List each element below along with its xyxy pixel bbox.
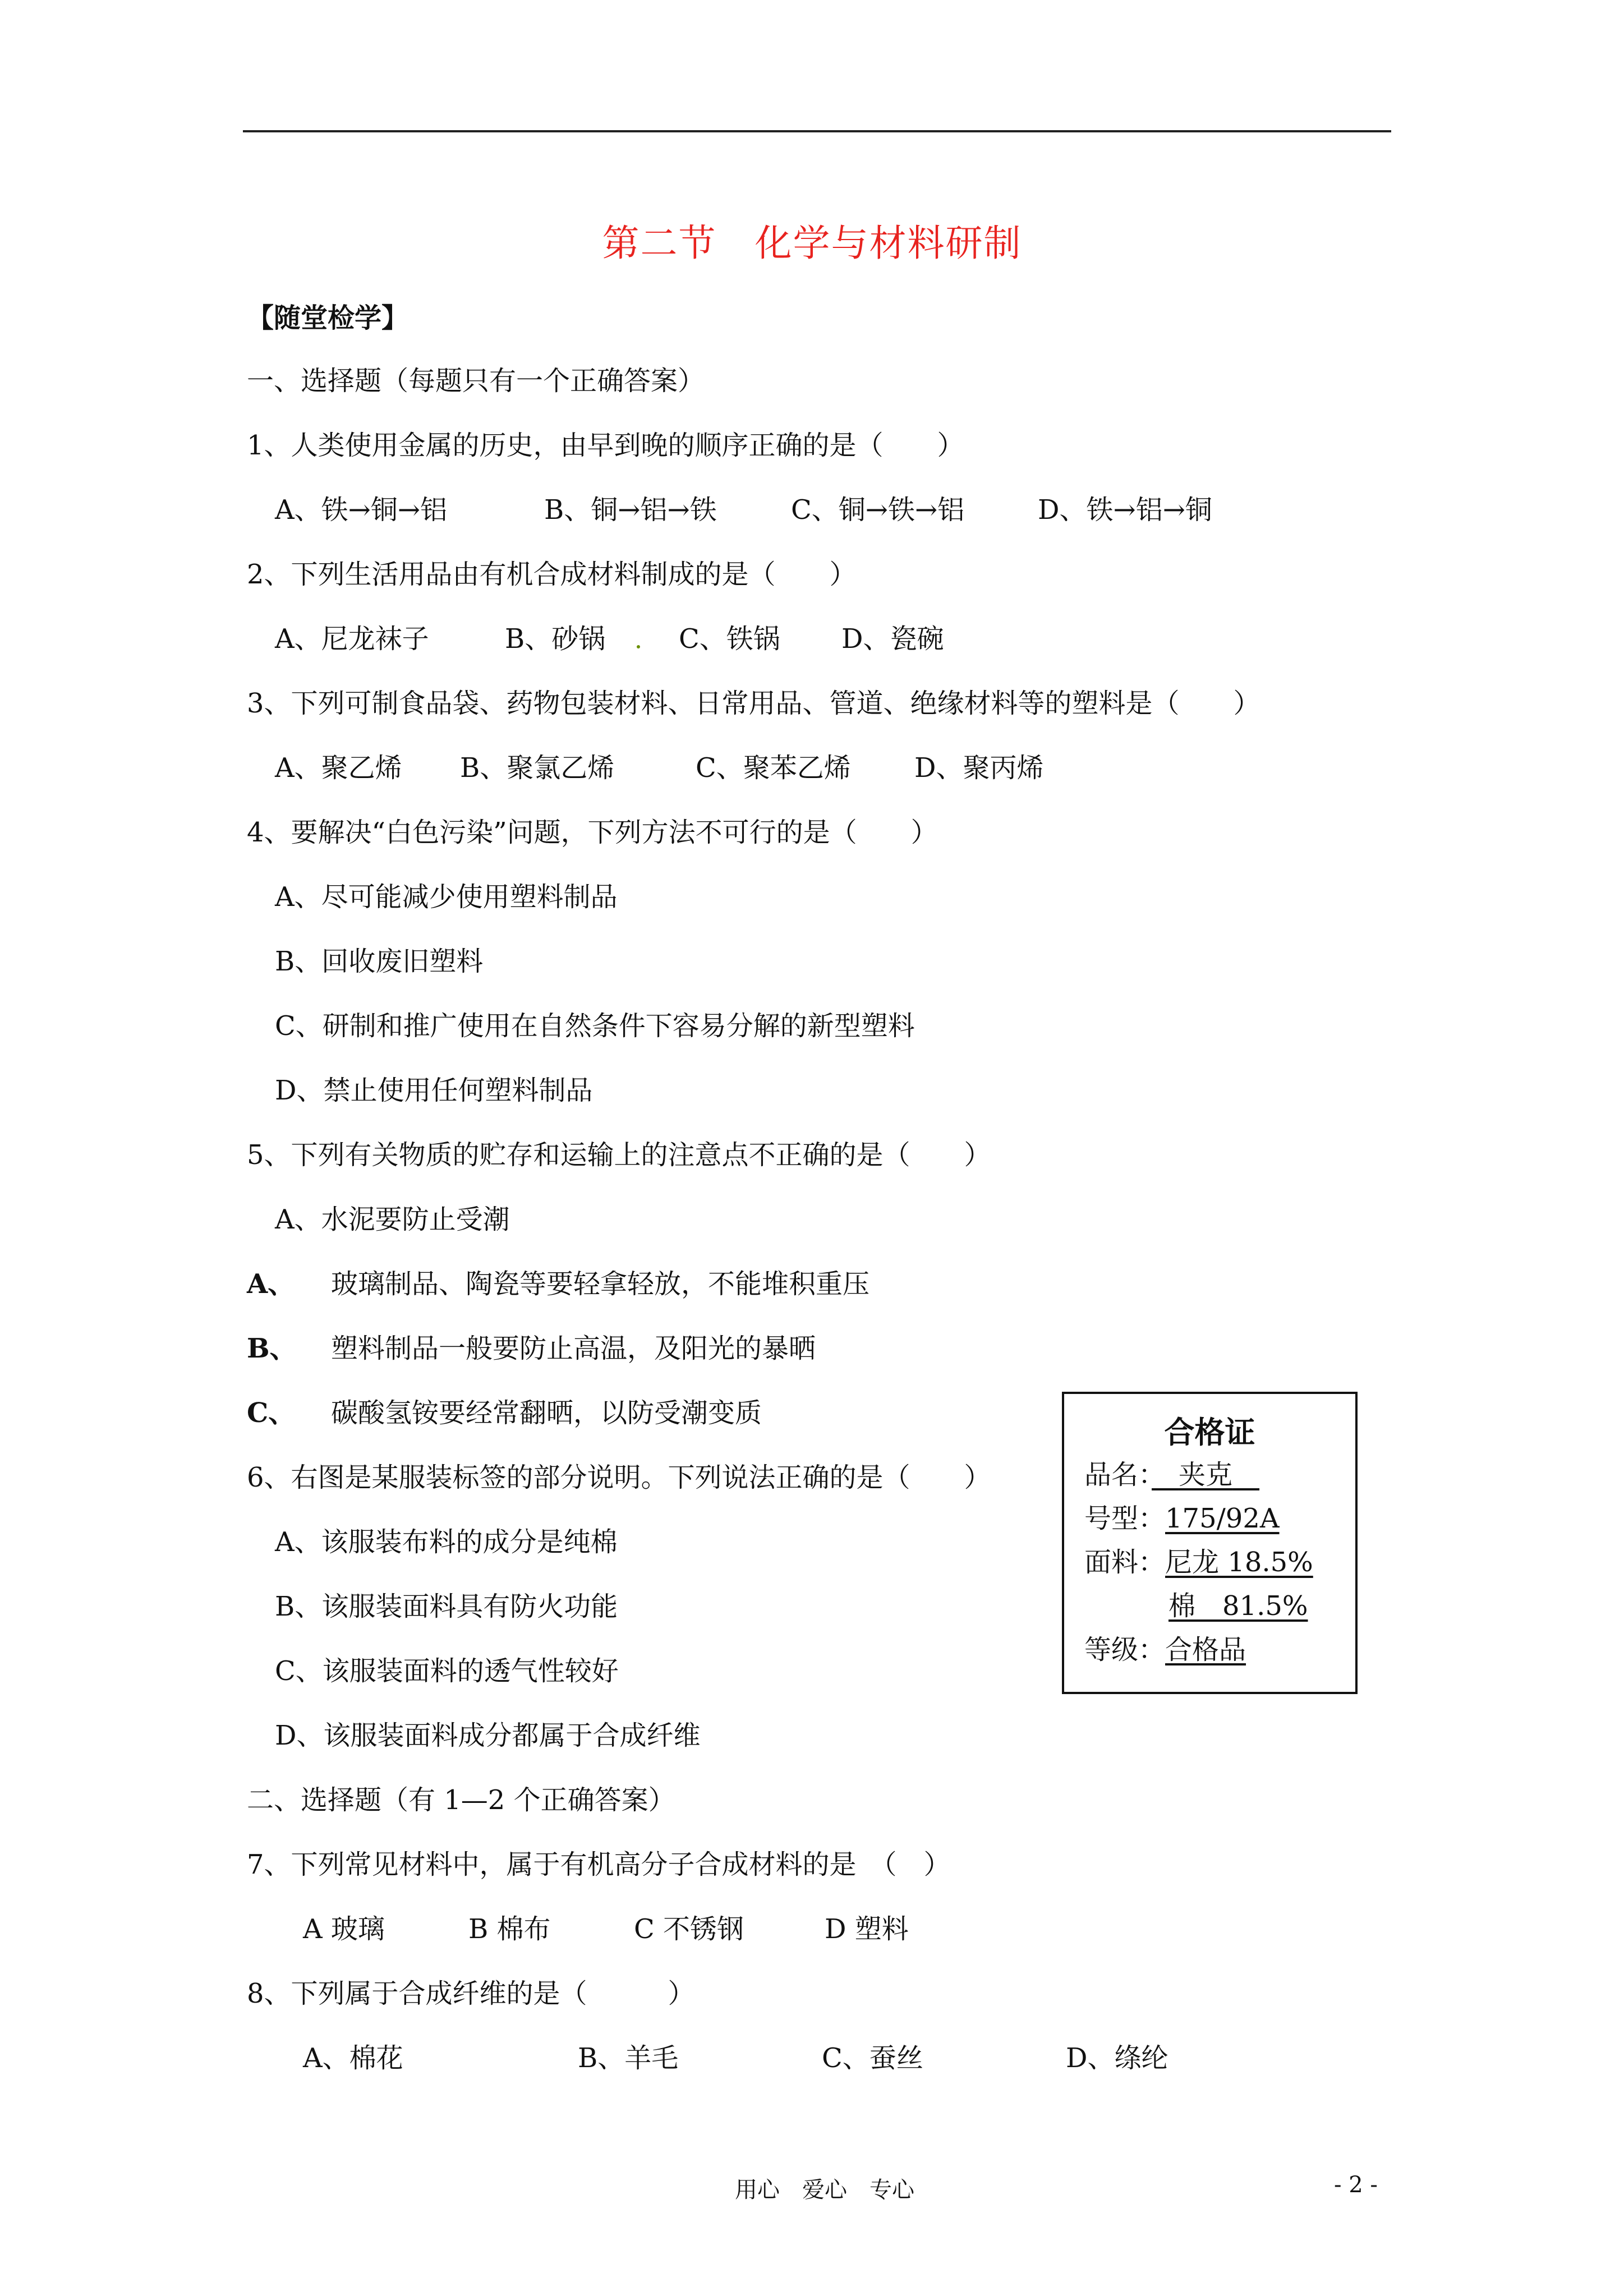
q1-option-a: A、铁→铜→铝 (275, 494, 448, 526)
q5-option-label-2: A、 (247, 1268, 295, 1300)
q2-option-b: B、砂锅 (505, 623, 606, 655)
q8-options (303, 2042, 1168, 2179)
stray-mark (637, 645, 640, 648)
q6-option-b: B、该服装面料具有防火功能 (275, 1591, 618, 1622)
certificate-fabric-label: 面料： (1084, 1547, 1166, 1578)
q8-option-a: A、棉花 (303, 2042, 403, 2074)
q7-option-b: B 棉布 (468, 1913, 551, 1945)
certificate-name-text: 夹克 (1179, 1459, 1233, 1490)
q5-option-label-4: C、 (247, 1397, 296, 1429)
section-tag: 【随堂检学】 (247, 302, 409, 334)
q3-option-c: C、聚苯乙烯 (696, 752, 851, 784)
certificate-name-value (1152, 1459, 1259, 1490)
q1-option-c: C、铜→铁→铝 (791, 494, 965, 526)
q4-stem: 4、要解决“白色污染”问题，下列方法不可行的是（ ） (247, 817, 938, 848)
certificate-fabric-row (1084, 1540, 1313, 1579)
garment-certificate (1062, 1392, 1358, 1694)
q7-stem: 7、下列常见材料中，属于有机高分子合成材料的是 （ ） (247, 1849, 951, 1880)
q4-option-a: A、尽可能减少使用塑料制品 (275, 881, 618, 913)
q7-option-d: D 塑料 (825, 1913, 909, 1945)
certificate-grade-label: 等级： (1084, 1634, 1166, 1665)
q1-option-b: B、铜→铝→铁 (544, 494, 717, 526)
certificate-model-label: 号型： (1084, 1503, 1166, 1534)
q2-stem: 2、下列生活用品由有机合成材料制成的是（ ） (247, 559, 857, 590)
q5-option-text-2: 玻璃制品、陶瓷等要轻拿轻放，不能堆积重压 (331, 1268, 870, 1300)
q3-option-d: D、聚丙烯 (914, 752, 1044, 784)
certificate-title: 合格证 (1164, 1414, 1255, 1450)
q6-option-c: C、该服装面料的透气性较好 (275, 1655, 619, 1687)
q5-option-text-3: 塑料制品一般要防止高温，及阳光的暴晒 (331, 1333, 816, 1364)
q5-option-a: A、水泥要防止受潮 (275, 1204, 510, 1235)
q5-option-text-4: 碳酸氢铵要经常翻晒，以防受潮变质 (331, 1397, 762, 1429)
certificate-model-value: 175/92A (1165, 1503, 1280, 1534)
q1-stem: 1、人类使用金属的历史，由早到晚的顺序正确的是（ ） (247, 430, 964, 461)
q3-stem: 3、下列可制食品袋、药物包装材料、日常用品、管道、绝缘材料等的塑料是（ ） (247, 688, 1260, 719)
certificate-name-label: 品名： (1084, 1459, 1152, 1490)
q8-option-d: D、绦纶 (1066, 2042, 1168, 2074)
certificate-grade-row (1084, 1628, 1246, 1667)
q1-option-d: D、铁→铝→铜 (1038, 494, 1212, 526)
q3-option-b: B、聚氯乙烯 (460, 752, 615, 784)
q5-stem: 5、下列有关物质的贮存和运输上的注意点不正确的是（ ） (247, 1139, 991, 1171)
q6-stem: 6、右图是某服装标签的部分说明。下列说法正确的是（ ） (247, 1462, 991, 1493)
q2-option-c: C、铁锅 (679, 623, 780, 655)
q6-option-a: A、该服装布料的成分是纯棉 (275, 1526, 618, 1558)
page-title: 第二节 化学与材料研制 (602, 222, 1022, 265)
q8-stem: 8、下列属于合成纤维的是（ ） (247, 1978, 695, 2009)
header-rule (243, 130, 1391, 132)
q2-option-d: D、瓷碗 (841, 623, 944, 655)
certificate-model-row (1084, 1497, 1280, 1535)
q2-option-a: A、尼龙袜子 (275, 623, 429, 655)
footer-motto: 用心 爱心 专心 (735, 2177, 914, 2203)
q5-option-label-3: B、 (247, 1333, 297, 1364)
q8-option-c: C、蚕丝 (822, 2042, 923, 2074)
certificate-fabric-value-2: 棉 81.5% (1168, 1590, 1308, 1622)
certificate-fabric-row-2 (1168, 1584, 1308, 1623)
q6-option-d: D、该服装面料成分都属于合成纤维 (275, 1720, 701, 1751)
q4-option-b: B、回收废旧塑料 (275, 946, 484, 977)
q7-option-a: A 玻璃 (303, 1913, 385, 1945)
certificate-grade-value: 合格品 (1165, 1634, 1246, 1665)
certificate-fabric-value-1: 尼龙 18.5% (1165, 1547, 1313, 1578)
part1-heading: 一、选择题（每题只有一个正确答案） (247, 365, 705, 397)
q4-option-c: C、研制和推广使用在自然条件下容易分解的新型塑料 (275, 1010, 915, 1042)
certificate-name-row (1084, 1453, 1259, 1492)
part2-heading: 二、选择题（有 1—2 个正确答案） (247, 1784, 675, 1816)
q4-option-d: D、禁止使用任何塑料制品 (275, 1075, 593, 1106)
q8-option-b: B、羊毛 (578, 2042, 679, 2074)
q3-option-a: A、聚乙烯 (275, 752, 402, 784)
q7-option-c: C 不锈钢 (634, 1913, 744, 1945)
page-number: - 2 - (1334, 2172, 1378, 2198)
